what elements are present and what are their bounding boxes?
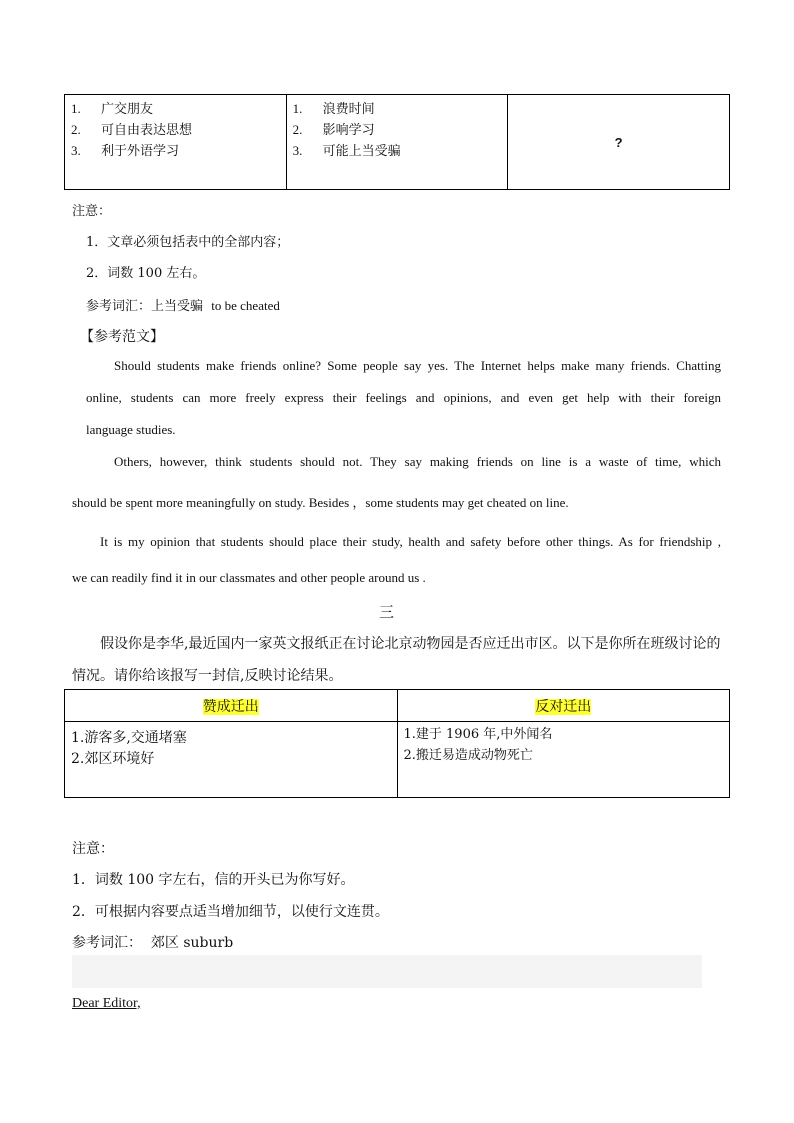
pros-cons-table [64, 94, 730, 190]
list-item: 2. 可自由表达思想 [71, 122, 193, 138]
essay-line: online, students can more freely express their feelings and opinions, and even get help with their foreign [86, 390, 721, 405]
prompt-line: 假设你是李华,最近国内一家英文报纸正在讨论北京动物园是否应迁出市区。以下是你所在班级讨论的 [100, 636, 721, 652]
list-item: 1. 广交朋友 [71, 101, 154, 117]
essay-line: It is my opinion that students should place their study, health and safety before other things. As for friendship , [100, 534, 721, 549]
essay-line: we can readily find it in our classmates and other people around us . [72, 570, 426, 585]
vocab-label: 参考词汇：上当受骗 [86, 299, 204, 314]
against-cell [397, 722, 730, 798]
header-against-label: 反对迁出 [535, 698, 592, 715]
list-item: 2.郊区环境好 [71, 751, 155, 767]
note-item-2: 2．词数 100 左右。 [86, 266, 206, 281]
list-item: 3. 利于外语学习 [71, 143, 180, 159]
essay-line: Should students make friends online? Some people say yes. The Internet helps make many friends. Chatting [114, 358, 721, 373]
vocab-english: to be cheated [211, 298, 280, 313]
list-item: 1.游客多,交通堵塞 [71, 730, 187, 746]
answer-area [72, 955, 702, 988]
opinion-cell: ? [508, 95, 730, 190]
notes-heading: 注意： [72, 204, 112, 219]
vocab-line [86, 295, 280, 314]
essay-line: should be spent more meaningfully on study. Besides ，some students may get cheated on line. [72, 495, 569, 510]
list-item: 2.搬迁易造成动物死亡 [403, 748, 533, 763]
header-for [65, 690, 398, 722]
vocab-value: 郊区 suburb [150, 935, 234, 951]
list-item: 2. 影响学习 [292, 122, 375, 138]
essay-line: Others, however, think students should not. They say making friends on line is a waste of time, which [114, 454, 721, 469]
notes-heading: 注意： [72, 841, 114, 857]
list-item: 1. 浪费时间 [292, 101, 375, 117]
section-number: 三 [379, 603, 395, 621]
sample-heading: 【参考范文】 [80, 329, 164, 345]
note-item-2: 2．可根据内容要点适当增加细节，以使行文连贯。 [72, 904, 389, 920]
essay-line: language studies. [86, 422, 176, 437]
header-for-label: 赞成迁出 [202, 698, 259, 715]
list-item: 1.建于 1906 年,中外闻名 [403, 727, 553, 742]
list-item: 3. 可能上当受骗 [292, 143, 401, 159]
note-item-1: 1．文章必须包括表中的全部内容； [86, 235, 290, 250]
pros-cell [65, 95, 287, 190]
cons-cell [286, 95, 508, 190]
note-item-1: 1．词数 100 字左右，信的开头已为你写好。 [72, 872, 355, 888]
header-against [397, 690, 730, 722]
letter-salutation: Dear Editor, [72, 996, 141, 1011]
for-cell [65, 722, 398, 798]
debate-table [64, 689, 730, 798]
vocab-line [72, 932, 233, 952]
prompt-line: 情况。请你给该报写一封信,反映讨论结果。 [72, 668, 343, 684]
vocab-label: 参考词汇： [72, 935, 142, 951]
